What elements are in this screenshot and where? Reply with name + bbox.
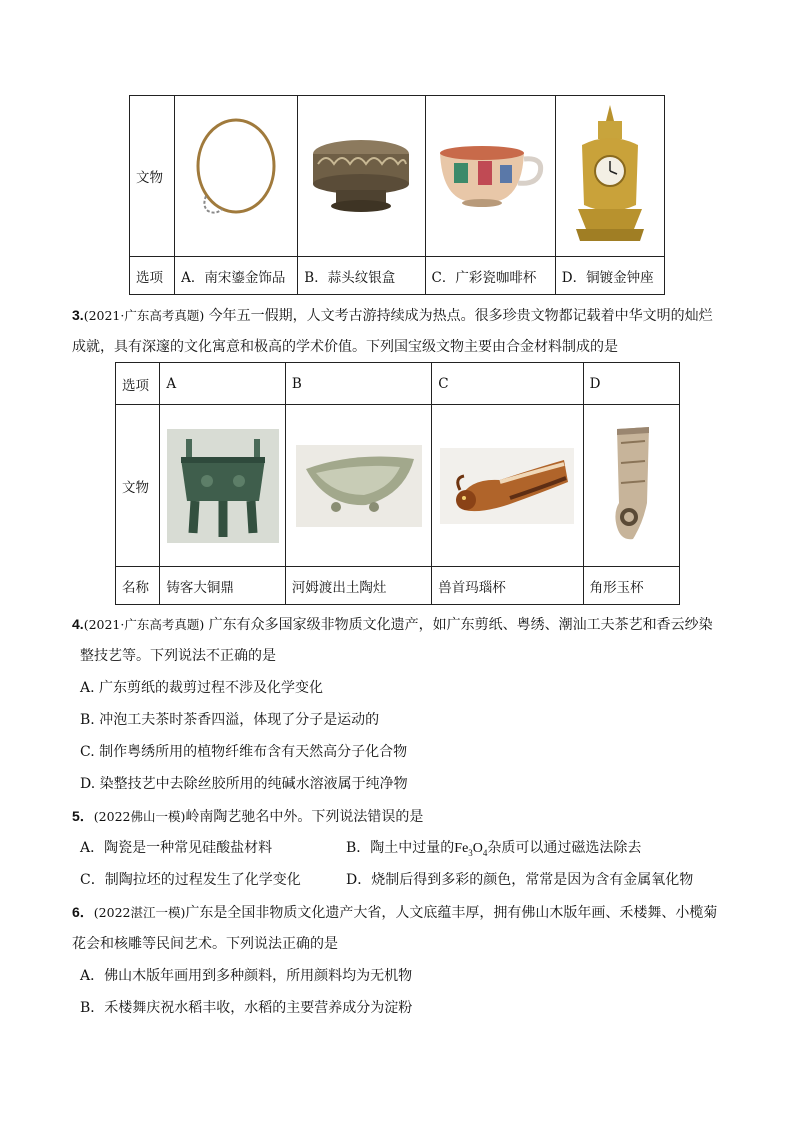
q4-option-a: A. 广东剪纸的裁剪过程不涉及化学变化 — [80, 680, 324, 696]
q4-line-1: 4.(2021·广东高考真题) 广东有众多国家级非物质文化遗产，如广东剪纸、粤绣、潮汕工夫茶艺和香云纱染 — [72, 616, 713, 633]
artifact-c-image — [425, 96, 555, 257]
artifact-c2-image — [432, 405, 583, 567]
q6-option-b: B．禾楼舞庆祝水稻丰收，水稻的主要营养成分为淀粉 — [80, 1000, 413, 1016]
q3-source: (2021·广东高考真题) — [83, 308, 205, 323]
q4-number: 4 — [72, 616, 80, 632]
artifact-d2-image — [583, 405, 679, 567]
silver-box-icon — [306, 116, 416, 236]
option-b-letter: B — [285, 363, 431, 405]
q6-number: 6 — [72, 904, 80, 920]
option-d-letter: D — [583, 363, 679, 405]
q5-option-a: A．陶瓷是一种常见硅酸盐材料 — [80, 840, 273, 856]
q6-line-2: 花会和核雕等民间艺术。下列说法正确的是 — [72, 936, 338, 952]
q5-line-1: 5．(2022佛山一模)岭南陶艺驰名中外。下列说法错误的是 — [72, 808, 424, 825]
q4-option-d: D. 染整技艺中去除丝胶所用的纯碱水溶液属于纯净物 — [80, 776, 408, 792]
artifact-a-image — [175, 96, 298, 257]
jade-cup-icon — [607, 423, 655, 549]
option-a-name: 铸客大铜鼎 — [160, 567, 286, 605]
q4-line-2: 整技艺等。下列说法不正确的是 — [80, 648, 276, 664]
row-label-option: 选项 — [130, 257, 175, 295]
row-label-artifact-2: 文物 — [116, 405, 160, 567]
artifact-table-1 — [129, 95, 665, 295]
option-b-name: 河姆渡出土陶灶 — [285, 567, 431, 605]
q4-source: (2021·广东高考真题) — [83, 617, 205, 632]
q6-source: (2022湛江一模) — [93, 905, 186, 920]
option-c-label: C．广彩瓷咖啡杯 — [425, 257, 555, 295]
artifact-b2-image — [285, 405, 431, 567]
option-a-letter: A — [160, 363, 286, 405]
row-label-option-2: 选项 — [116, 363, 160, 405]
q5-text: 岭南陶艺驰名中外。下列说法错误的是 — [185, 809, 424, 825]
bronze-ding-icon — [167, 429, 279, 543]
row-label-artifact: 文物 — [130, 96, 175, 257]
row-label-name: 名称 — [116, 567, 160, 605]
q5-option-b — [346, 838, 641, 863]
porcelain-cup-icon — [432, 121, 548, 231]
option-d-name: 角形玉杯 — [583, 567, 679, 605]
pottery-stove-icon — [296, 445, 422, 527]
q5-formula: $Fe_3O_4$ — [454, 841, 488, 858]
q5-option-d: D．烧制后得到多彩的颜色，常常是因为含有金属氧化物 — [346, 872, 694, 888]
option-d-label: D．铜镀金钟座 — [555, 257, 664, 295]
q3-line-2: 成就，具有深邃的文化寓意和极高的学术价值。下列国宝级文物主要由合金材料制成的是 — [72, 339, 618, 355]
q6-line-1: 6．(2022湛江一模)广东是全国非物质文化遗产大省，人文底蕴丰厚，拥有佛山木版年画、禾楼舞、小榄菊 — [72, 904, 718, 921]
q5-option-b-post: 杂质可以通过磁选法除去 — [487, 840, 642, 856]
artifact-a2-image — [160, 405, 286, 567]
artifact-table-2 — [115, 362, 680, 605]
option-c-letter: C — [432, 363, 583, 405]
artifact-b-image — [298, 96, 425, 257]
q3-text-1: 今年五一假期，人文考古游持续成为热点。很多珍贵文物都记载着中华文明的灿烂 — [204, 308, 713, 324]
option-b-label: B．蒜头纹银盒 — [298, 257, 425, 295]
q4-option-b: B. 冲泡工夫茶时茶香四溢，体现了分子是运动的 — [80, 712, 380, 728]
q6-text-1: 广东是全国非物质文化遗产大省，人文底蕴丰厚，拥有佛山木版年画、禾楼舞、小榄菊 — [185, 905, 718, 921]
q4-option-c: C. 制作粤绣所用的植物纤维布含有天然高分子化合物 — [80, 744, 408, 760]
q5-source: (2022佛山一模) — [93, 809, 186, 824]
q4-text-1: 广东有众多国家级非物质文化遗产，如广东剪纸、粤绣、潮汕工夫茶艺和香云纱染 — [204, 617, 713, 633]
q3-number: 3 — [72, 307, 80, 323]
artifact-d-image — [555, 96, 664, 257]
q3-line-1: 3.(2021·广东高考真题) 今年五一假期，人文考古游持续成为热点。很多珍贵文物都记载着中华文明的灿烂 — [72, 307, 713, 324]
q6-option-a: A．佛山木版年画用到多种颜料，所用颜料均为无机物 — [80, 968, 413, 984]
q5-number: 5 — [72, 808, 80, 824]
gold-necklace-icon — [186, 111, 286, 241]
gilt-clock-icon — [570, 101, 650, 251]
agate-cup-icon — [440, 448, 574, 524]
option-c-name: 兽首玛瑙杯 — [432, 567, 583, 605]
q5-option-b-pre: B．陶土中过量的 — [346, 840, 455, 856]
option-a-label: A．南宋鎏金饰品 — [175, 257, 298, 295]
q5-option-c: C．制陶拉坯的过程发生了化学变化 — [80, 872, 301, 888]
